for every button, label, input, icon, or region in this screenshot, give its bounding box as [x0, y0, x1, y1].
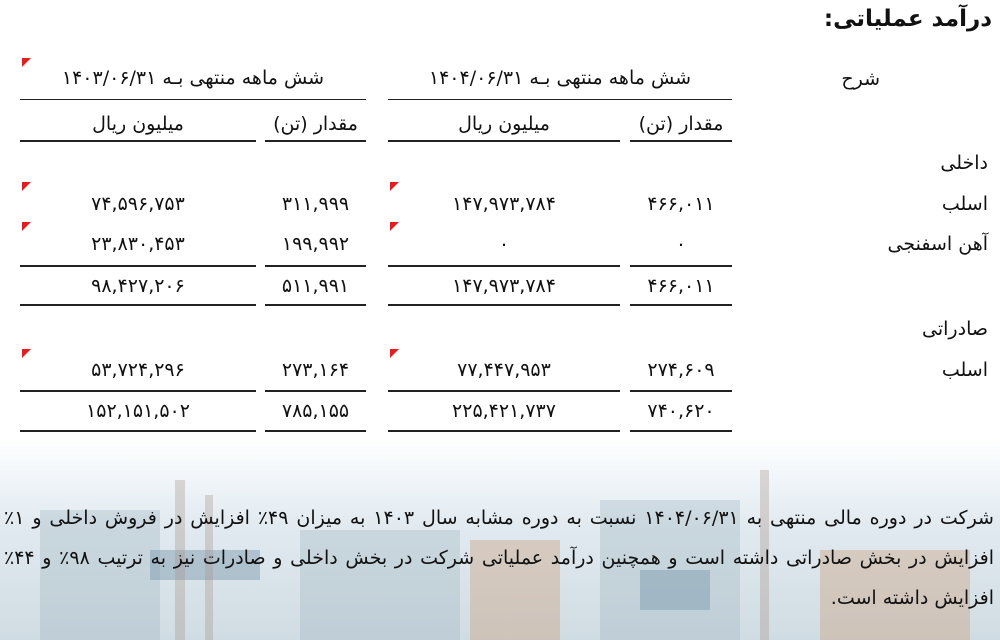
total-rule [388, 390, 620, 392]
header-rule [630, 140, 732, 142]
row-label-header: شرح [841, 68, 880, 90]
subtotal-bottom-rule [630, 304, 732, 306]
header-rule [265, 140, 366, 142]
comment-marker-icon[interactable] [390, 222, 399, 231]
subtotal-rule [20, 265, 256, 267]
comment-marker-icon[interactable] [22, 58, 31, 67]
total-bottom-rule [265, 430, 366, 432]
period-heading-1403: شش ماهه منتهی بـه ۱۴۰۳/۰۶/۳۱ [61, 67, 325, 89]
total-rule [630, 390, 732, 392]
total-rule [265, 390, 366, 392]
table-cell: ۳۱۱,۹۹۹ [281, 193, 350, 215]
total-cell: ۲۲۵,۴۲۱,۷۳۷ [452, 400, 556, 422]
total-cell: ۷۴۰,۶۲۰ [647, 400, 715, 422]
table-cell: ۰ [675, 233, 687, 255]
row-label: اسلب [941, 193, 988, 215]
total-bottom-rule [630, 430, 732, 432]
total-rule [20, 390, 256, 392]
table-cell: ۷۴,۵۹۶,۷۵۳ [91, 193, 185, 215]
total-cell: ۱۵۲,۱۵۱,۵۰۲ [86, 400, 190, 422]
comment-marker-icon[interactable] [390, 182, 399, 191]
row-label: اسلب [941, 359, 988, 381]
total-cell: ۷۸۵,۱۵۵ [281, 400, 350, 422]
subtotal-bottom-rule [388, 304, 620, 306]
table-cell: ۴۶۶,۰۱۱ [647, 193, 715, 215]
section-title: درآمد عملیاتی: [823, 6, 992, 32]
table-cell: ۷۷,۴۴۷,۹۵۳ [457, 359, 551, 381]
subtotal-rule [388, 265, 620, 267]
table-cell: ۲۳,۸۳۰,۴۵۳ [91, 233, 185, 255]
summary-paragraph: شرکت در دوره مالی منتهی به ۱۴۰۴/۰۶/۳۱ نسبت به دوره مشابه سال ۱۴۰۳ به میزان ۴۹٪ افزایش در فروش داخلی و ۱٪ افزایش در بخش صادراتی داشته است و همچنین درآمد عملیاتی شرکت در بخش داخلی و صادرات نیز به ترتیب ۹۸٪ و ۴۴٪ افزایش داشته است. [4, 507, 994, 609]
table-cell: ۲۷۳,۱۶۴ [281, 359, 350, 381]
table-cell: ۱۹۹,۹۹۲ [281, 233, 350, 255]
section-label-export: صادراتی [922, 318, 988, 340]
total-bottom-rule [388, 430, 620, 432]
header-rule [20, 140, 256, 142]
subtotal-cell: ۵۱۱,۹۹۱ [281, 275, 350, 297]
row-label: آهن اسفنجی [887, 233, 988, 255]
table-cell: ۰ [498, 233, 510, 255]
amount-header-1403: میلیون ریال [92, 113, 184, 135]
comment-marker-icon[interactable] [22, 349, 31, 358]
header-rule [388, 140, 620, 142]
comment-marker-icon[interactable] [22, 222, 31, 231]
period-underline-1404 [388, 99, 732, 100]
subtotal-rule [630, 265, 732, 267]
subtotal-bottom-rule [20, 304, 256, 306]
qty-header-1403: مقدار (تن) [273, 113, 358, 135]
subtotal-rule [265, 265, 366, 267]
amount-header-1404: میلیون ریال [458, 113, 550, 135]
subtotal-cell: ۱۴۷,۹۷۳,۷۸۴ [452, 275, 556, 297]
qty-header-1404: مقدار (تن) [638, 113, 724, 135]
table-cell: ۵۳,۷۲۴,۲۹۶ [91, 359, 185, 381]
comment-marker-icon[interactable] [390, 349, 399, 358]
subtotal-bottom-rule [265, 304, 366, 306]
subtotal-cell: ۴۶۶,۰۱۱ [647, 275, 715, 297]
comment-marker-icon[interactable] [22, 182, 31, 191]
period-underline-1403 [20, 99, 366, 100]
table-cell: ۱۴۷,۹۷۳,۷۸۴ [452, 193, 556, 215]
section-label-domestic: داخلی [940, 152, 988, 174]
table-cell: ۲۷۴,۶۰۹ [647, 359, 715, 381]
total-bottom-rule [20, 430, 256, 432]
period-heading-1404: شش ماهه منتهی بـه ۱۴۰۴/۰۶/۳۱ [428, 67, 692, 89]
subtotal-cell: ۹۸,۴۲۷,۲۰۶ [91, 275, 185, 297]
